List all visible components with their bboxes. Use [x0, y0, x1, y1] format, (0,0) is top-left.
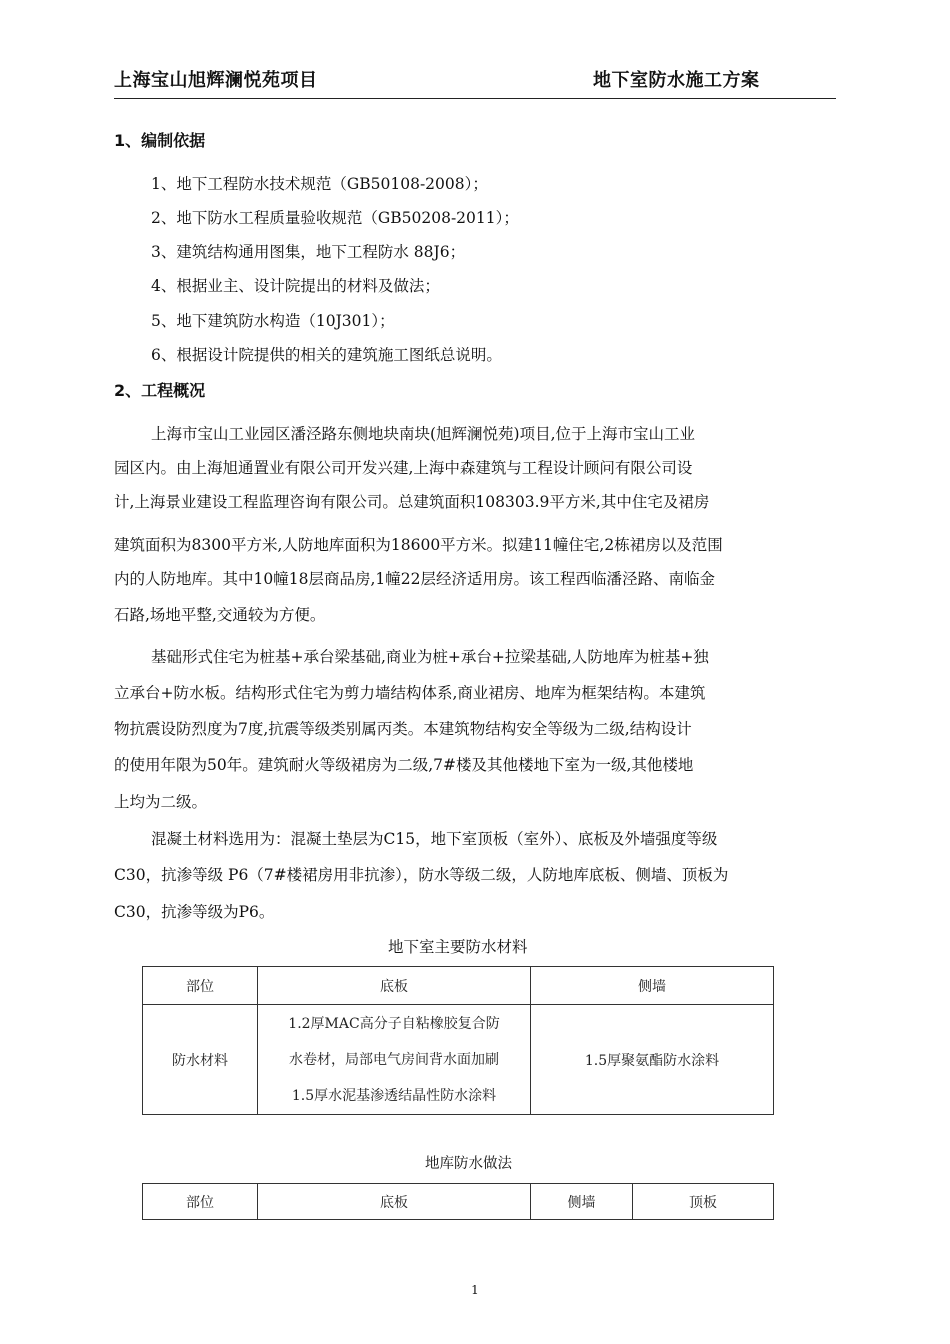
header-cell: 底板 [258, 1184, 531, 1220]
table2-caption: 地库防水做法 [425, 1156, 512, 1172]
section-title-basis: 1、编制依据 [114, 131, 206, 150]
paragraph-line: 上海市宝山工业园区潘泾路东侧地块南块(旭辉澜悦苑)项目,位于上海市宝山工业 [151, 425, 696, 443]
page-number: 1 [471, 1283, 479, 1297]
paragraph-line: 内的人防地库。其中10幢18层商品房,1幢22层经济适用房。该工程西临潘泾路、南临金 [114, 570, 715, 588]
paragraph-line: 的使用年限为50年。建筑耐火等级裙房为二级,7#楼及其他楼地下室为一级,其他楼地 [114, 756, 694, 774]
basis-item-6: 6、根据设计院提供的相关的建筑施工图纸总说明。 [151, 346, 502, 364]
basis-item-1: 1、地下工程防水技术规范（GB50108-2008）； [151, 175, 488, 193]
side-wall-cell: 1.5厚聚氨酯防水涂料 [531, 1005, 774, 1115]
row-label-cell: 防水材料 [143, 1005, 258, 1115]
document-title: 地下室防水施工方案 [593, 70, 760, 91]
paragraph-line: 石路,场地平整,交通较为方便。 [114, 606, 326, 624]
paragraph-line: 物抗震设防烈度为7度,抗震等级类别属丙类。本建筑物结构安全等级为二级,结构设计 [114, 720, 692, 738]
paragraph-line: 建筑面积为8300平方米,人防地库面积为18600平方米。拟建11幢住宅,2栋裙房以及范围 [114, 536, 723, 554]
table-row [143, 1005, 774, 1115]
basis-item-5: 5、地下建筑防水构造（10J301）； [151, 312, 395, 330]
table-header-row [143, 967, 774, 1005]
project-name: 上海宝山旭辉澜悦苑项目 [114, 70, 318, 91]
header-cell: 侧墙 [531, 967, 774, 1005]
section-title-overview: 2、工程概况 [114, 381, 206, 400]
basis-item-3: 3、建筑结构通用图集，地下工程防水 88J6； [151, 243, 466, 261]
paragraph-line: C30，抗渗等级为P6。 [114, 903, 275, 921]
header-cell: 部位 [143, 1184, 258, 1220]
table-header-row [143, 1184, 774, 1220]
paragraph-line: 基础形式住宅为桩基+承台梁基础,商业为桩+承台+拉梁基础,人防地库为桩基+独 [151, 648, 709, 666]
paragraph-line: C30，抗渗等级 P6（7#楼裙房用非抗渗），防水等级二级，人防地库底板、侧墙、顶板为 [114, 866, 729, 884]
header-cell: 部位 [143, 967, 258, 1005]
basis-item-2: 2、地下防水工程质量验收规范（GB50208-2011）； [151, 209, 519, 227]
table1-caption: 地下室主要防水材料 [388, 938, 528, 956]
paragraph-line: 园区内。由上海旭通置业有限公司开发兴建,上海中森建筑与工程设计顾问有限公司设 [114, 459, 693, 477]
paragraph-line: 立承台+防水板。结构形式住宅为剪力墙结构体系,商业裙房、地库为框架结构。本建筑 [114, 684, 706, 702]
paragraph-line: 混凝土材料选用为：混凝土垫层为C15，地下室顶板（室外）、底板及外墙强度等级 [151, 830, 718, 848]
header-cell: 顶板 [633, 1184, 774, 1220]
paragraph-line: 上均为二级。 [114, 793, 208, 811]
header-cell: 侧墙 [531, 1184, 633, 1220]
page-header [114, 60, 836, 99]
waterproof-materials-table [142, 966, 774, 1115]
basement-waterproof-method-table [142, 1183, 774, 1220]
cell-line: 水卷材，局部电气房间背水面加刷 [289, 1051, 499, 1068]
cell-line: 1.5厚水泥基渗透结晶性防水涂料 [291, 1087, 497, 1104]
basis-item-4: 4、根据业主、设计院提出的材料及做法； [151, 277, 440, 295]
bottom-slab-cell [258, 1005, 531, 1115]
cell-line: 1.2厚MAC高分子自粘橡胶复合防 [288, 1015, 500, 1032]
paragraph-line: 计,上海景业建设工程监理咨询有限公司。总建筑面积108303.9平方米,其中住宅及裙房 [114, 493, 710, 511]
header-cell: 底板 [258, 967, 531, 1005]
